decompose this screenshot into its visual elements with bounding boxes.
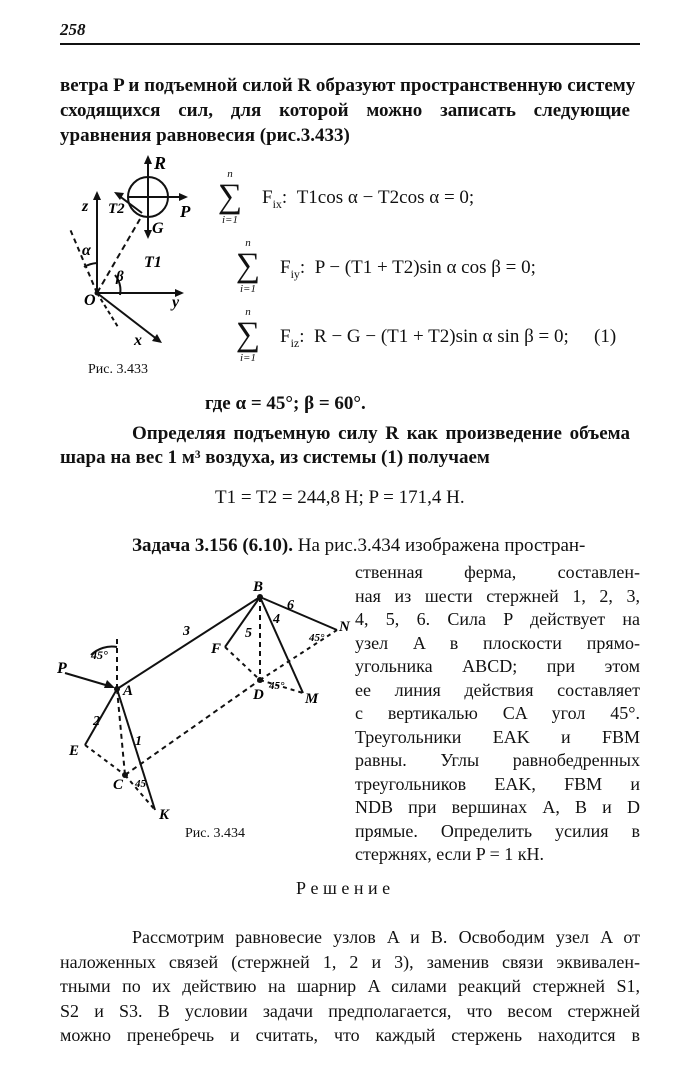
label-P-434: P: [57, 660, 67, 677]
where-line: где α = 45°; β = 60°.: [205, 393, 366, 414]
label-R: R: [154, 155, 167, 173]
intro-line-3: уравнения равновесия (рис.3.433): [60, 125, 350, 146]
sum-1: n ∑ i=1: [217, 168, 243, 226]
solution-heading: Р е ш е н и е: [296, 878, 391, 898]
figure-3-433: [68, 155, 218, 355]
label-O: O: [84, 292, 96, 309]
task-line: равны. Углы равнобедренных: [355, 750, 640, 770]
label-y: y: [172, 294, 180, 311]
label-E: E: [69, 743, 80, 759]
task-title: Задача 3.156 (6.10).: [132, 535, 293, 556]
label-rod-4: 4: [273, 612, 280, 627]
task-line: с вертикалью CA угол 45°.: [355, 703, 640, 723]
solution-text: [60, 925, 640, 1048]
determine-line-2: шара на вес 1 м³ воздуха, из системы (1) получаем: [60, 447, 490, 468]
task-line: ее линия действия составляет: [355, 679, 640, 700]
label-rod-1: 1: [135, 734, 142, 749]
label-rod-6: 6: [287, 598, 294, 613]
task-line: ственная ферма, составлен-: [355, 562, 640, 582]
label-M: M: [305, 691, 319, 707]
solution-line: можно пренебречь и считать, что каждый стержень находится в: [60, 1025, 640, 1045]
solution-line: S2 и S3. В условии задачи предполагается, что весом стержней: [60, 1000, 640, 1021]
label-N: N: [339, 619, 350, 635]
task-line: узел A в плоскости прямо-: [355, 632, 640, 653]
task-line: Треугольники EAK и FBM: [355, 726, 640, 747]
label-T1: T1: [144, 254, 162, 271]
solution-line: тными по их действию на шарнир A силами реакций стержней S1,: [60, 976, 640, 996]
label-G: G: [152, 220, 164, 237]
label-K: K: [159, 807, 170, 823]
task-line: 4, 5, 6. Сила P действует на: [355, 609, 640, 629]
label-beta: β: [116, 269, 124, 285]
equation-2: $F_{iy}$: P − (T1 + T2)sin α cos β = 0;: [280, 257, 536, 281]
equation-3: $F_{iz}$: R − G − (T1 + T2)sin α sin β = 0;: [280, 326, 569, 350]
label-B: B: [253, 579, 264, 595]
label-z: z: [82, 198, 89, 215]
task-line: NDB при вершинах A, B и D: [355, 797, 640, 817]
label-D: D: [253, 687, 264, 703]
solution-line: наложенных связей (стержней 1, 2 и 3), заменив связи эквивален-: [60, 951, 640, 972]
label-F: F: [211, 641, 222, 657]
result-line: T1 = T2 = 244,8 H; P = 171,4 H.: [215, 487, 465, 508]
equation-1: $F_{ix}$: T1cos α − T2cos α = 0;: [262, 187, 475, 211]
page-number: 258: [60, 20, 86, 39]
intro-line-2: сходящихся сил, для которой можно записать следующие: [60, 100, 630, 121]
task-first-line-rest: На рис.3.434 изображена простран-: [297, 535, 586, 556]
sum-2: n ∑ i=1: [235, 237, 261, 295]
task-line: треугольников EAK, FBM и: [355, 773, 640, 794]
task-side-text: [355, 561, 640, 867]
label-angle-C: 45: [135, 778, 146, 790]
figure-3-434: [55, 575, 355, 825]
determine-line-1: Определяя подъемную силу R как произведение объема: [132, 423, 630, 444]
label-rod-5: 5: [245, 626, 252, 641]
header-rule: [60, 43, 640, 45]
label-x: x: [134, 332, 142, 349]
label-P-433: P: [180, 202, 191, 221]
task-line: стержнях, если P = 1 кН.: [355, 844, 544, 864]
label-angle-P: 45°: [91, 648, 108, 662]
intro-line-1: ветра P и подъемной силой R образуют пространственную систему: [60, 75, 636, 96]
task-line: ная из шести стержней 1, 2, 3,: [355, 585, 640, 606]
sum-3: n ∑ i=1: [235, 306, 261, 364]
task-line: прямые. Определить усилия в: [355, 820, 640, 841]
task-line: угольника ABCD; при этом: [355, 656, 640, 676]
label-rod-3: 3: [183, 624, 190, 639]
label-rod-2: 2: [93, 714, 100, 729]
equation-number-1: (1): [594, 326, 617, 347]
label-T2: T2: [108, 201, 125, 217]
caption-3-433: Рис. 3.433: [88, 362, 148, 377]
caption-3-434: Рис. 3.434: [185, 826, 245, 841]
label-angle-D: 45°: [269, 680, 285, 692]
task-first-line: [132, 535, 585, 557]
label-C: C: [113, 777, 124, 793]
label-angle-N: 45°: [309, 632, 325, 644]
label-alpha: α: [82, 242, 91, 259]
label-A: A: [123, 683, 134, 699]
solution-line: Рассмотрим равновесие узлов A и B. Освободим узел A от: [132, 927, 640, 947]
